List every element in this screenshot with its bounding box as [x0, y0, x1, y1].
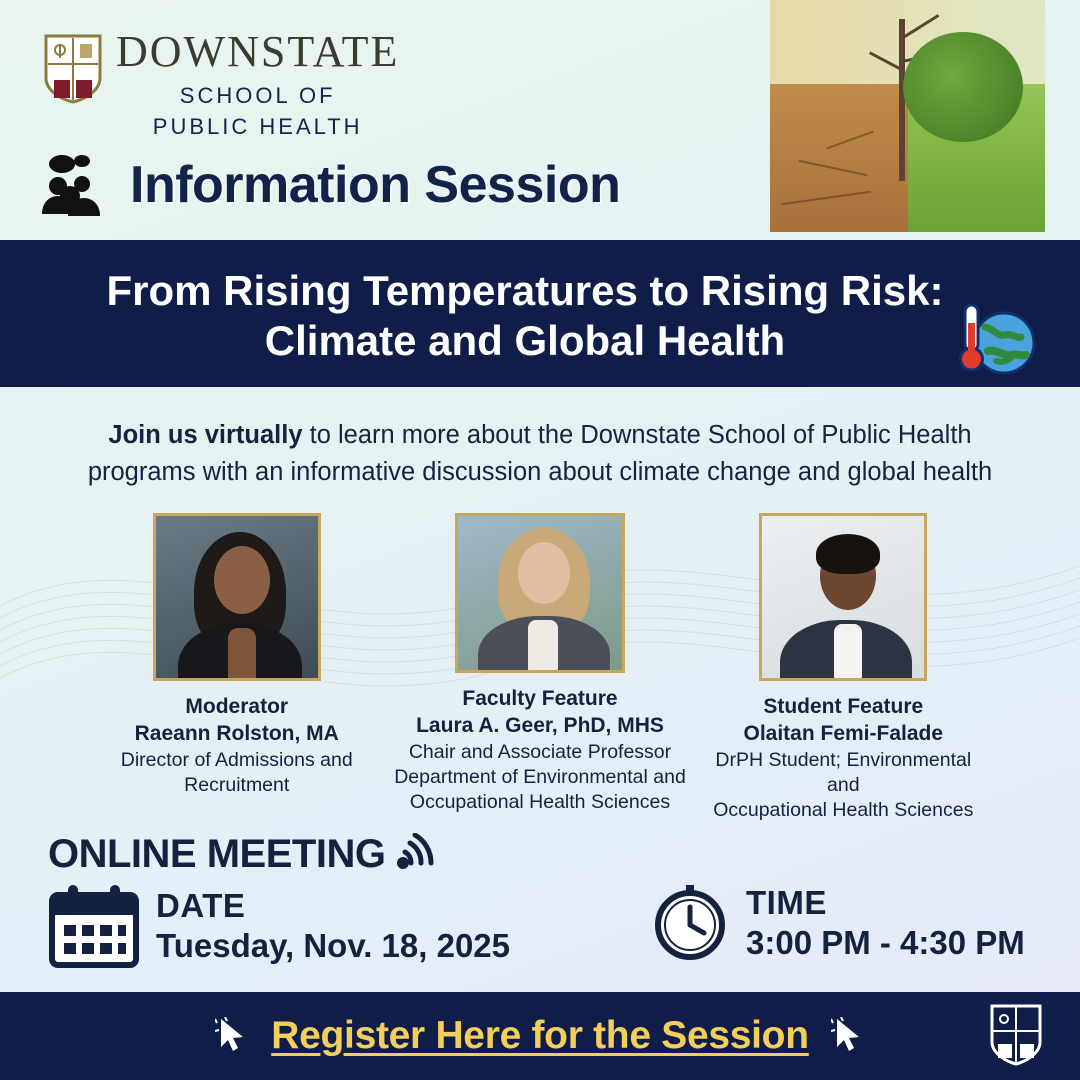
time-value: 3:00 PM - 4:30 PM: [746, 924, 1025, 962]
time-label: TIME: [746, 884, 827, 922]
cursor-click-icon: [831, 1017, 865, 1055]
globe-thermometer-icon: [952, 299, 1042, 381]
faculty-photo: [455, 513, 625, 673]
student-title-2: Occupational Health Sciences: [713, 798, 974, 821]
date-value: Tuesday, Nov. 18, 2025: [156, 927, 511, 965]
footer-bar: [0, 992, 1080, 1080]
title-line-1: From Rising Temperatures to Rising Risk:: [106, 267, 944, 314]
faculty-role: Faculty Feature: [462, 687, 618, 711]
time-block: [650, 883, 1025, 963]
intro-bold-lead: Join us virtually: [108, 421, 303, 450]
faculty-name: Laura A. Geer, PhD, MHS: [416, 714, 664, 738]
climate-hero-image: [770, 0, 1045, 232]
wifi-broadcast-icon: [391, 833, 437, 877]
shield-crest-icon: [44, 34, 102, 104]
student-role: Student Feature: [763, 695, 924, 719]
speaker-moderator: [90, 513, 383, 822]
moderator-role: Moderator: [185, 695, 289, 719]
date-label: DATE: [156, 887, 246, 925]
faculty-title-3: Occupational Health Sciences: [409, 790, 671, 813]
date-block: [48, 883, 510, 969]
intro-text: [0, 417, 1080, 491]
intro-rest: to learn more about the Downstate School of Public Health: [302, 421, 972, 450]
moderator-photo: [153, 513, 321, 681]
register-link[interactable]: Register Here for the Session: [271, 1014, 809, 1057]
online-meeting-row: [48, 832, 1032, 877]
logo-school-of: SCHOOL OF: [179, 83, 336, 108]
moderator-title-2: Recruitment: [184, 773, 290, 796]
faculty-title-1: Chair and Associate Professor: [408, 741, 672, 764]
intro-line-2: programs with an informative discussion about climate change and global health: [87, 458, 993, 487]
speaker-faculty: [383, 513, 696, 822]
meeting-details: [0, 832, 1080, 969]
online-meeting-label: ONLINE MEETING: [48, 832, 386, 877]
title-band: [0, 240, 1080, 387]
title-line-2: Climate and Global Health: [264, 316, 786, 364]
student-title-1: DrPH Student; Environmental and: [715, 749, 972, 796]
logo-public-health: PUBLIC HEALTH: [152, 114, 363, 139]
session-label: Information Session: [130, 156, 621, 214]
people-speech-icon: [38, 152, 116, 218]
student-name: Olaitan Femi-Falade: [743, 722, 944, 746]
header: [0, 0, 1080, 240]
moderator-name: Raeann Rolston, MA: [134, 722, 339, 746]
cursor-click-icon: [215, 1017, 249, 1055]
speaker-student: [697, 513, 990, 822]
brand-logo: [44, 27, 400, 140]
student-photo: [759, 513, 927, 681]
speakers-section: [0, 491, 1080, 822]
information-session-row: [38, 152, 620, 218]
faculty-title-2: Department of Environmental and: [394, 765, 686, 788]
calendar-icon: [48, 883, 140, 969]
clock-icon: [650, 883, 730, 963]
logo-wordmark: DOWNSTATE: [116, 27, 400, 76]
footer-shield-icon: [990, 1004, 1042, 1066]
moderator-title-1: Director of Admissions and: [120, 749, 353, 772]
